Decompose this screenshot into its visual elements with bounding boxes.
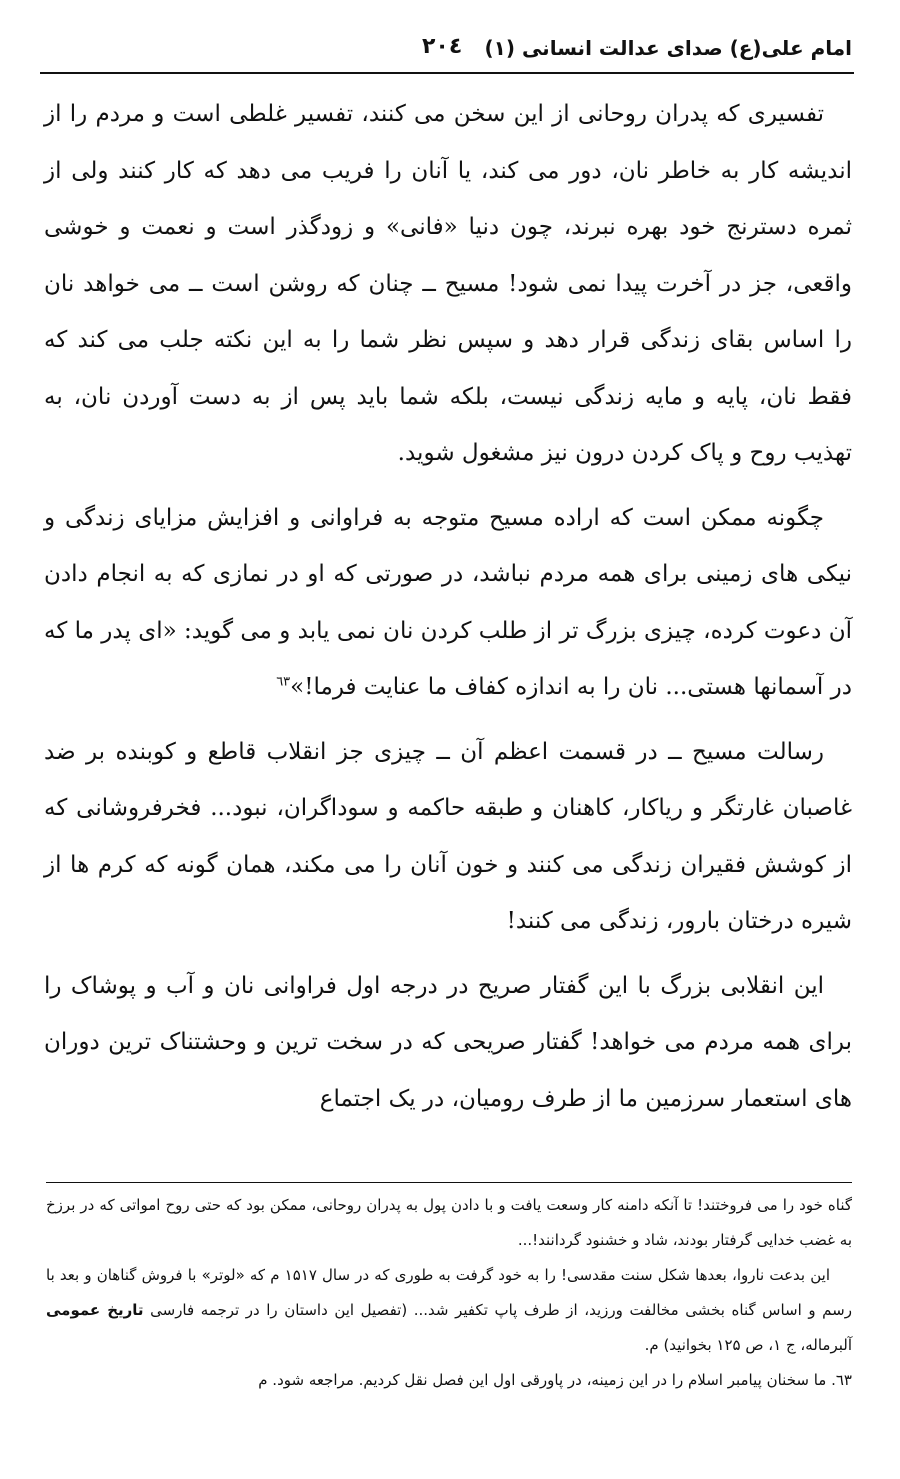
page-number: ۲۰٤	[422, 34, 463, 59]
footnotes	[46, 1188, 852, 1398]
book-title: تاریخ عمومی	[46, 1301, 144, 1319]
footnote-text: آلبرماله، ج ۱، ص ۱۲۵ بخوانید) م.	[644, 1336, 852, 1354]
paragraph: رسالت مسیح ــ در قسمت اعظم آن ــ چیزی جز انقلاب قاطع و کوبنده بر ضد غاصبان غارتگر و ریاکار، کاهنان و طبقه حاکمه و سوداگران، نبود... فخرفروشانی که از کوشش فقیران زندگی می کنند و خون آنان را می مکند، همان گونه که کرم ها از شیره درختان بارور، زندگی می کنند!	[44, 738, 852, 934]
main-text	[44, 86, 852, 1127]
footnote-continuation: گناه خود را می فروختند! تا آنکه دامنه کار وسعت یافت و با دادن پول به پدران روحانی، ممکن بود که حتی روح امواتی که در برزخ به غضب خدایی گرفتار بودند، شاد و خشنود گردانند!...	[46, 1196, 852, 1249]
running-title: امام علی(ع) صدای عدالت انسانی (۱)	[484, 36, 852, 60]
footnote-reference: ٦٣	[276, 674, 291, 690]
paragraph-text: چگونه ممکن است که اراده مسیح متوجه به فراوانی و افزایش مزایای زندگی و نیکی های زمینی برای همه مردم نباشد، در صورتی که او در نمازی که به انجام دادن آن دعوت کرده، چیزی بزرگ تر از طلب کردن نان نمی یابد و می گوید: «ای پدر ما که در آسمانها هستی... نان را به اندازه کفاف ما عنایت فرما!»	[44, 504, 852, 700]
footnote-text: این بدعت ناروا، بعدها شکل سنت مقدسی! را به خود گرفت به طوری که در سال ۱۵۱۷ م که «لوتر» با فروش گناهان و بعد با رسم و اساس گناه بخشی مخالفت ورزید، از طرف پاپ تکفیر شد... (تفصیل این داستان را در ترجمه فارسی	[46, 1266, 852, 1319]
paragraph: این انقلابی بزرگ با این گفتار صریح در درجه اول فراوانی نان و آب و پوشاک را برای همه مردم می خواهد! گفتار صریحی که در سخت ترین و وحشتناک ترین دوران های استعمار سرزمین ما از طرف رومیان، در یک اجتماع	[44, 972, 852, 1112]
page-header	[42, 30, 852, 70]
footnote-63: ٦٣. ما سخنان پیامبر اسلام را در این زمینه، در پاورقی اول این فصل نقل کردیم. مراجعه شود. م	[258, 1371, 852, 1389]
paragraph: تفسیری که پدران روحانی از این سخن می کنند، تفسیر غلطی است و مردم را از اندیشه کار به خاطر نان، دور می کند، یا آنان را فریب می دهد که کار کنند ولی از ثمره دسترنج خود بهره نبرند، چون دنیا «فانی» و زودگذر است و نعمت و خوشی واقعی، جز در آخرت پیدا نمی شود! مسیح ــ چنان که روشن است ــ می خواهد نان را اساس بقای زندگی قرار دهد و سپس نظر شما را به این نکته جلب می کند که فقط نان، پایه و مایه زندگی نیست، بلکه شما باید پس از به دست آوردن نان، به تهذیب روح و پاک کردن درون نیز مشغول شوید.	[44, 101, 852, 466]
header-divider	[40, 72, 854, 74]
footnote-divider	[46, 1182, 852, 1183]
footnote-continuation	[46, 1258, 852, 1363]
paragraph	[44, 490, 852, 716]
